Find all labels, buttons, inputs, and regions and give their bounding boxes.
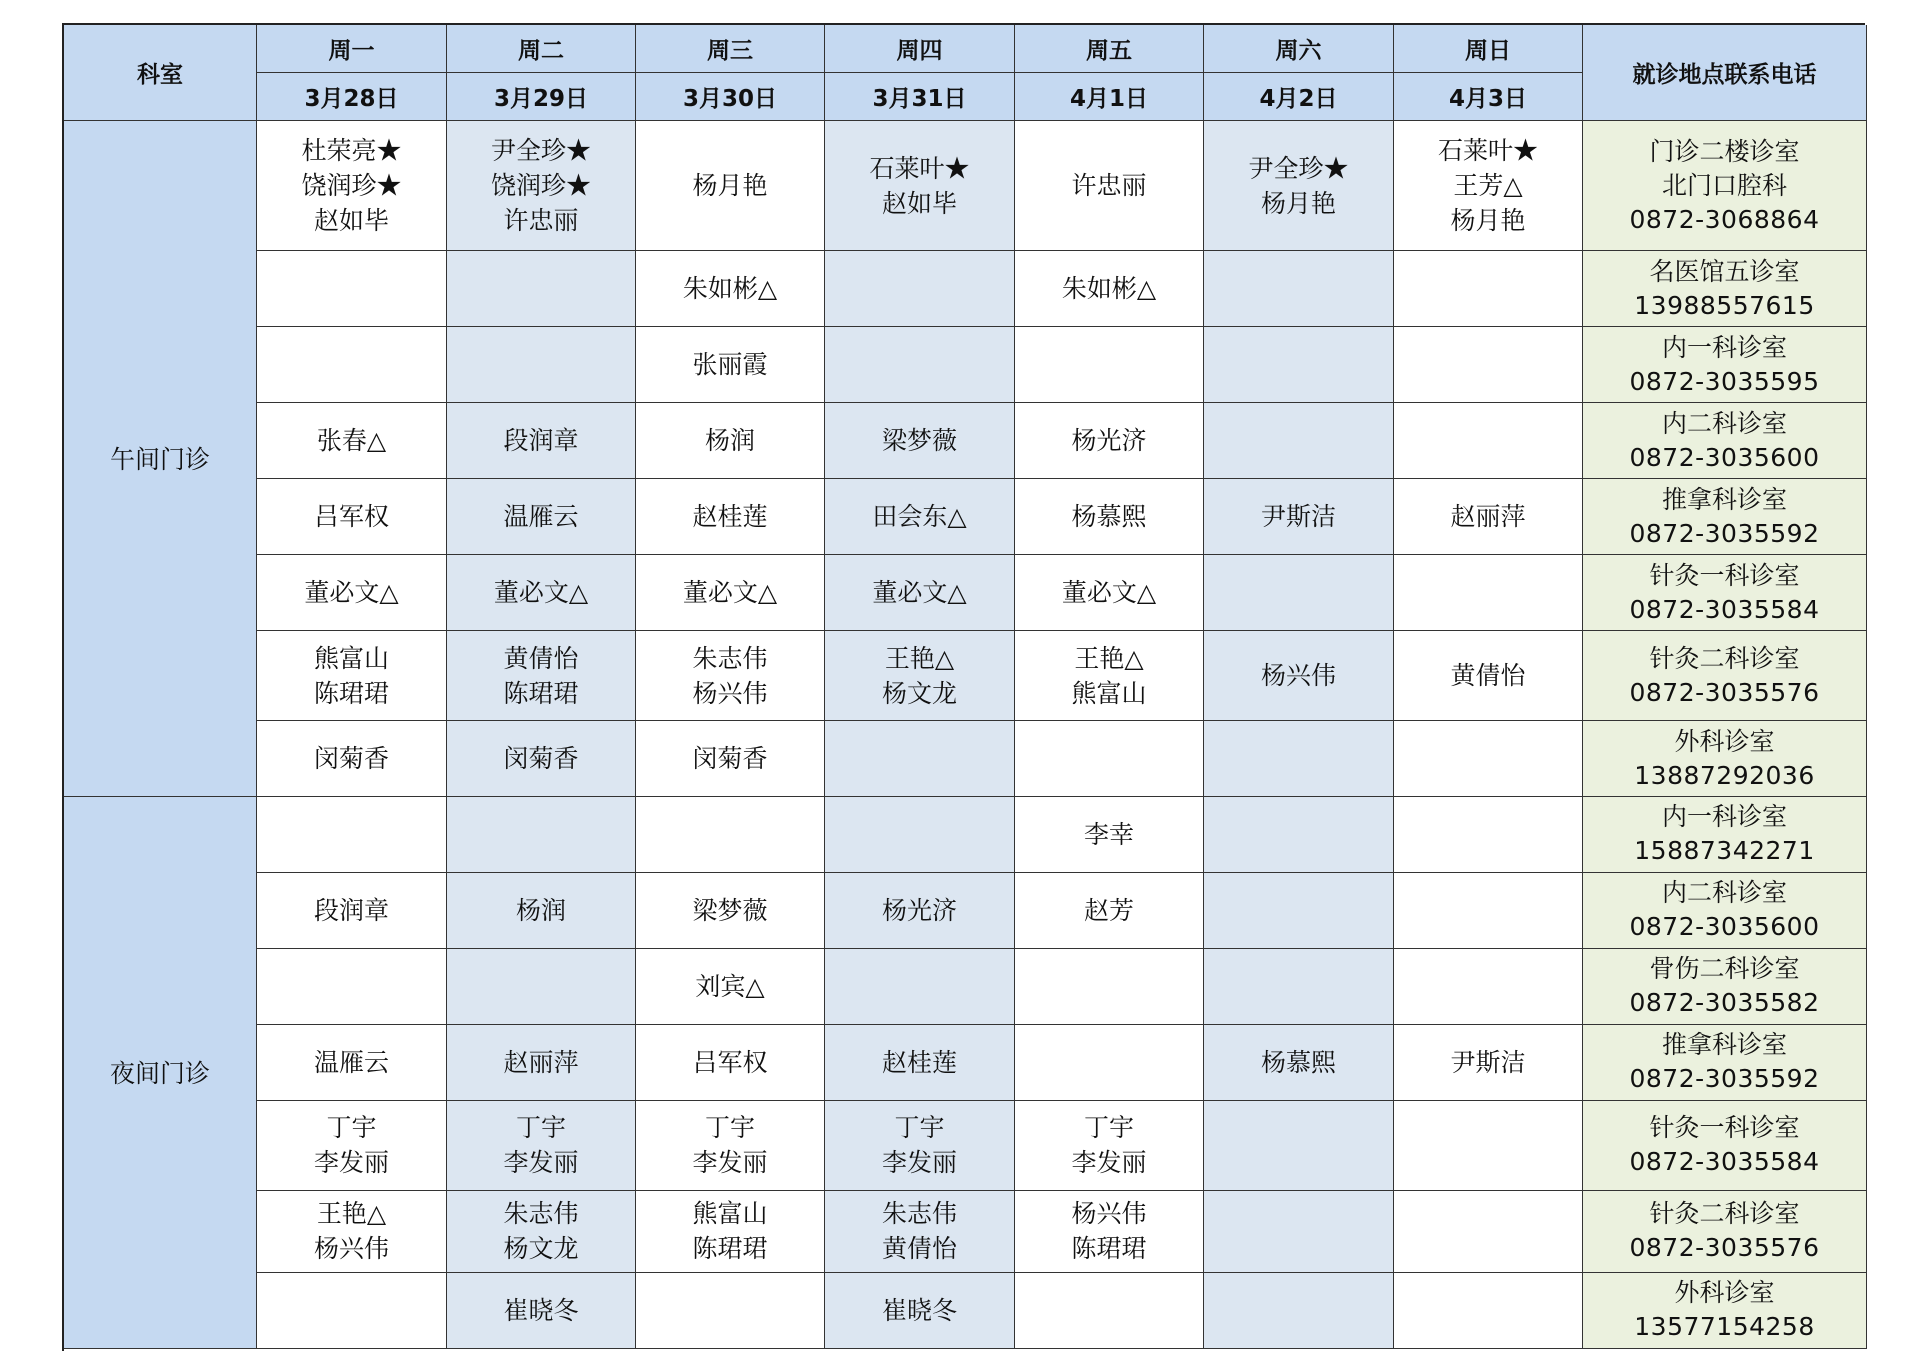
schedule-cell <box>257 479 447 555</box>
doctor-name: 张丽霞 <box>692 350 768 380</box>
doctor-name: 尹全珍★ <box>1248 153 1349 183</box>
doctor-name: 杨慕熙 <box>1071 502 1147 532</box>
schedule-cell <box>257 1101 447 1191</box>
schedule-cell <box>1015 1273 1204 1349</box>
schedule-cell <box>1015 1025 1204 1101</box>
schedule-cell <box>257 121 447 251</box>
schedule-cell <box>636 1025 825 1101</box>
schedule-cell <box>447 479 636 555</box>
schedule-cell <box>1204 251 1394 327</box>
location-line: 0872-3035576 <box>1629 1233 1820 1263</box>
schedule-cell <box>1015 797 1204 873</box>
location-line: 骨伤二科诊室 <box>1649 954 1800 984</box>
location-line: 0872-3035600 <box>1629 442 1820 472</box>
schedule-cell <box>1204 121 1394 251</box>
schedule-cell <box>825 121 1015 251</box>
location-line: 13988557615 <box>1634 290 1815 320</box>
doctor-name: 李发丽 <box>881 1148 957 1178</box>
location-line: 13577154258 <box>1634 1312 1815 1342</box>
header-day: 周五 <box>1015 25 1204 73</box>
doctor-name: 赵桂莲 <box>881 1047 957 1077</box>
schedule-cell <box>1015 1101 1204 1191</box>
header-location: 就诊地点联系电话 <box>1583 25 1867 121</box>
schedule-cell <box>636 403 825 479</box>
doctor-name: 杨兴伟 <box>1071 1199 1147 1229</box>
doctor-name: 王艳△ <box>316 1199 387 1229</box>
doctor-name: 闵菊香 <box>503 744 579 773</box>
doctor-name: 丁宇 <box>894 1113 945 1143</box>
schedule-cell <box>1015 873 1204 949</box>
location-line: 0872-3035584 <box>1629 594 1820 624</box>
schedule-cell <box>257 327 447 403</box>
schedule-cell <box>636 479 825 555</box>
schedule-cell <box>257 949 447 1025</box>
doctor-name: 赵如毕 <box>313 206 389 236</box>
location-line: 0872-3035592 <box>1629 518 1820 548</box>
schedule-cell <box>1204 403 1394 479</box>
schedule-cell <box>447 1191 636 1273</box>
schedule-cell <box>1015 479 1204 555</box>
schedule-cell <box>1394 1025 1583 1101</box>
location-cell <box>1583 1191 1867 1273</box>
doctor-name: 李发丽 <box>313 1148 389 1178</box>
schedule-cell <box>1394 631 1583 721</box>
location-line: 0872-3035600 <box>1629 912 1820 942</box>
schedule-cell <box>825 479 1015 555</box>
doctor-name: 尹斯洁 <box>1260 502 1336 532</box>
location-line: 0872-3035576 <box>1629 677 1820 707</box>
doctor-name: 段润章 <box>313 895 389 925</box>
header-date: 3月29日 <box>447 73 636 121</box>
doctor-name: 丁宇 <box>704 1113 755 1143</box>
doctor-name: 田会东△ <box>872 502 967 532</box>
location-line: 内二科诊室 <box>1661 878 1787 908</box>
schedule-cell <box>1015 631 1204 721</box>
header-day: 周日 <box>1394 25 1583 73</box>
doctor-name: 赵桂莲 <box>692 502 768 532</box>
schedule-cell <box>447 121 636 251</box>
doctor-name: 赵如毕 <box>881 188 957 218</box>
doctor-name: 杨兴伟 <box>692 678 768 708</box>
schedule-cell <box>1015 121 1204 251</box>
schedule-cell <box>825 403 1015 479</box>
schedule-cell <box>1394 327 1583 403</box>
doctor-name: 朱志伟 <box>881 1199 957 1229</box>
schedule-cell <box>636 555 825 631</box>
schedule-cell <box>1204 949 1394 1025</box>
schedule-cell <box>1015 555 1204 631</box>
location-line: 针灸一科诊室 <box>1649 1113 1800 1143</box>
doctor-name: 杜荣亮★ <box>301 136 402 166</box>
doctor-name: 吕军权 <box>313 502 389 532</box>
schedule-cell <box>257 873 447 949</box>
header-day: 周三 <box>636 25 825 73</box>
header-date: 3月28日 <box>257 73 447 121</box>
location-line: 内二科诊室 <box>1661 408 1787 438</box>
doctor-name: 陈珺珺 <box>503 678 579 708</box>
duty-schedule-table <box>62 23 1865 1351</box>
location-cell <box>1583 327 1867 403</box>
doctor-name: 许忠丽 <box>1071 171 1147 201</box>
header-date: 3月31日 <box>825 73 1015 121</box>
doctor-name: 董必文△ <box>1061 578 1157 608</box>
schedule-cell <box>1204 479 1394 555</box>
schedule-cell <box>257 797 447 873</box>
doctor-name: 杨兴伟 <box>313 1234 389 1264</box>
schedule-cell <box>447 1273 636 1349</box>
schedule-cell <box>1394 555 1583 631</box>
doctor-name: 尹全珍★ <box>490 136 591 166</box>
doctor-name: 熊富山 <box>1071 678 1147 708</box>
doctor-name: 石莱叶★ <box>869 153 970 183</box>
doctor-name: 李幸 <box>1083 819 1134 849</box>
schedule-cell <box>636 251 825 327</box>
header-date: 3月30日 <box>636 73 825 121</box>
doctor-name: 杨文龙 <box>881 678 957 708</box>
schedule-cell <box>1394 949 1583 1025</box>
doctor-name: 杨光济 <box>1071 426 1147 456</box>
location-line: 外科诊室 <box>1674 726 1775 756</box>
doctor-name: 杨月艳 <box>1260 188 1336 218</box>
location-line: 13887292036 <box>1634 760 1815 790</box>
schedule-cell <box>1394 121 1583 251</box>
location-cell <box>1583 797 1867 873</box>
location-cell <box>1583 1101 1867 1191</box>
schedule-cell <box>1015 403 1204 479</box>
doctor-name: 温雁云 <box>313 1047 389 1077</box>
location-line: 推拿科诊室 <box>1661 1030 1787 1060</box>
doctor-name: 梁梦薇 <box>692 895 768 925</box>
schedule-cell <box>1204 873 1394 949</box>
doctor-name: 李发丽 <box>692 1148 768 1178</box>
schedule-cell <box>636 327 825 403</box>
schedule-cell <box>1204 631 1394 721</box>
schedule-cell <box>1015 949 1204 1025</box>
doctor-name: 段润章 <box>503 426 579 456</box>
location-line: 0872-3035582 <box>1629 988 1820 1018</box>
schedule-cell <box>257 1273 447 1349</box>
doctor-name: 黄倩怡 <box>1450 661 1526 691</box>
header-date: 4月3日 <box>1394 73 1583 121</box>
doctor-name: 闵菊香 <box>692 744 768 773</box>
doctor-name: 崔晓冬 <box>503 1295 579 1325</box>
header-day: 周六 <box>1204 25 1394 73</box>
doctor-name: 陈珺珺 <box>313 678 389 708</box>
location-line: 0872-3035592 <box>1629 1064 1820 1094</box>
doctor-name: 温雁云 <box>503 502 579 532</box>
schedule-cell <box>1204 1025 1394 1101</box>
schedule-cell <box>1394 403 1583 479</box>
doctor-name: 李发丽 <box>503 1148 579 1178</box>
schedule-cell <box>825 721 1015 797</box>
location-line: 0872-3068864 <box>1629 204 1820 234</box>
doctor-name: 许忠丽 <box>503 206 579 236</box>
schedule-cell <box>447 797 636 873</box>
schedule-cell <box>257 631 447 721</box>
doctor-name: 熊富山 <box>313 643 389 673</box>
doctor-name: 丁宇 <box>326 1113 377 1143</box>
schedule-cell <box>636 1191 825 1273</box>
schedule-cell <box>447 873 636 949</box>
schedule-cell <box>257 403 447 479</box>
schedule-cell <box>636 797 825 873</box>
schedule-cell <box>447 631 636 721</box>
schedule-cell <box>257 721 447 797</box>
schedule-cell <box>1015 721 1204 797</box>
doctor-name: 陈珺珺 <box>1071 1234 1147 1264</box>
doctor-name: 朱如彬△ <box>1061 274 1157 304</box>
doctor-name: 吕军权 <box>692 1047 768 1077</box>
schedule-cell <box>1015 251 1204 327</box>
doctor-name: 杨文龙 <box>503 1234 579 1264</box>
schedule-cell <box>1394 721 1583 797</box>
location-line: 推拿科诊室 <box>1661 484 1787 514</box>
doctor-name: 朱志伟 <box>503 1199 579 1229</box>
doctor-name: 梁梦薇 <box>881 426 957 456</box>
doctor-name: 陈珺珺 <box>692 1234 768 1264</box>
doctor-name: 饶润珍★ <box>301 171 402 201</box>
doctor-name: 董必文△ <box>493 578 589 608</box>
schedule-cell <box>1394 1101 1583 1191</box>
schedule-cell <box>636 873 825 949</box>
schedule-cell <box>636 721 825 797</box>
location-line: 针灸二科诊室 <box>1649 643 1800 673</box>
schedule-cell <box>1204 797 1394 873</box>
location-cell <box>1583 403 1867 479</box>
schedule-cell <box>825 1101 1015 1191</box>
doctor-name: 崔晓冬 <box>881 1295 957 1325</box>
doctor-name: 赵芳 <box>1083 895 1134 925</box>
schedule-cell <box>825 1191 1015 1273</box>
location-line: 内一科诊室 <box>1661 802 1787 832</box>
doctor-name: 杨光济 <box>881 895 957 925</box>
schedule-cell <box>1394 873 1583 949</box>
schedule-cell <box>1015 1191 1204 1273</box>
schedule-cell <box>1015 327 1204 403</box>
schedule-cell <box>636 1101 825 1191</box>
doctor-name: 石莱叶★ <box>1437 136 1538 166</box>
header-day: 周二 <box>447 25 636 73</box>
schedule-cell <box>825 631 1015 721</box>
doctor-name: 丁宇 <box>1083 1113 1134 1143</box>
schedule-cell <box>1204 721 1394 797</box>
doctor-name: 饶润珍★ <box>490 171 591 201</box>
location-line: 0872-3035584 <box>1629 1147 1820 1177</box>
schedule-cell <box>447 1025 636 1101</box>
location-line: 内一科诊室 <box>1661 332 1787 362</box>
doctor-name: 李发丽 <box>1071 1148 1147 1178</box>
schedule-cell <box>636 1273 825 1349</box>
doctor-name: 杨慕熙 <box>1260 1047 1336 1077</box>
schedule-cell <box>825 555 1015 631</box>
doctor-name: 赵丽萍 <box>1450 502 1526 532</box>
schedule-cell <box>1204 327 1394 403</box>
location-cell <box>1583 555 1867 631</box>
schedule-cell <box>1394 1191 1583 1273</box>
schedule-cell <box>1204 1101 1394 1191</box>
doctor-name: 黄倩怡 <box>503 643 579 673</box>
doctor-name: 赵丽萍 <box>503 1047 579 1077</box>
doctor-name: 王艳△ <box>884 643 955 673</box>
schedule-cell <box>257 1191 447 1273</box>
doctor-name: 董必文△ <box>872 578 967 608</box>
schedule-cell <box>1204 1273 1394 1349</box>
doctor-name: 闵菊香 <box>313 744 389 773</box>
header-day: 周一 <box>257 25 447 73</box>
doctor-name: 刘宾△ <box>695 971 765 1001</box>
doctor-name: 丁宇 <box>515 1113 566 1143</box>
location-line: 门诊二楼诊室 <box>1649 136 1800 166</box>
doctor-name: 董必文△ <box>304 578 399 608</box>
location-line: 北门口腔科 <box>1661 170 1787 200</box>
schedule-cell <box>825 949 1015 1025</box>
header-date: 4月1日 <box>1015 73 1204 121</box>
schedule-cell <box>825 797 1015 873</box>
schedule-cell <box>447 1101 636 1191</box>
doctor-name: 杨兴伟 <box>1260 661 1336 691</box>
schedule-cell <box>825 1273 1015 1349</box>
doctor-name: 王芳△ <box>1453 171 1523 201</box>
schedule-cell <box>636 949 825 1025</box>
location-line: 名医馆五诊室 <box>1649 256 1800 286</box>
doctor-name: 张春△ <box>316 426 387 456</box>
header-date: 4月2日 <box>1204 73 1394 121</box>
location-cell <box>1583 873 1867 949</box>
schedule-cell <box>825 251 1015 327</box>
location-line: 针灸二科诊室 <box>1649 1199 1800 1229</box>
schedule-cell <box>447 555 636 631</box>
schedule-cell <box>825 327 1015 403</box>
schedule-cell <box>1394 251 1583 327</box>
schedule-cell <box>447 949 636 1025</box>
doctor-name: 朱如彬△ <box>682 274 778 304</box>
doctor-name: 董必文△ <box>682 578 778 608</box>
schedule-cell <box>636 121 825 251</box>
doctor-name: 杨月艳 <box>692 171 768 201</box>
location-cell <box>1583 1273 1867 1349</box>
schedule-cell <box>1394 1273 1583 1349</box>
schedule-cell <box>447 403 636 479</box>
location-line: 针灸一科诊室 <box>1649 560 1800 590</box>
header-day: 周四 <box>825 25 1015 73</box>
section-label: 午间门诊 <box>64 121 257 797</box>
schedule-cell <box>1394 797 1583 873</box>
doctor-name: 杨润 <box>704 426 755 456</box>
schedule-cell <box>636 631 825 721</box>
location-line: 0872-3035595 <box>1629 366 1820 396</box>
schedule-cell <box>447 251 636 327</box>
location-cell <box>1583 721 1867 797</box>
location-line: 外科诊室 <box>1674 1278 1775 1308</box>
doctor-name: 杨月艳 <box>1450 206 1526 236</box>
schedule-cell <box>257 1025 447 1101</box>
schedule-cell <box>825 1025 1015 1101</box>
schedule-cell <box>1204 555 1394 631</box>
doctor-name: 尹斯洁 <box>1450 1047 1526 1077</box>
schedule-cell <box>1204 1191 1394 1273</box>
location-cell <box>1583 949 1867 1025</box>
doctor-name: 熊富山 <box>692 1199 768 1229</box>
schedule-cell <box>257 555 447 631</box>
schedule-cell <box>447 327 636 403</box>
doctor-name: 朱志伟 <box>692 643 768 673</box>
schedule-cell <box>1394 479 1583 555</box>
doctor-name: 杨润 <box>515 895 566 925</box>
location-cell <box>1583 121 1867 251</box>
section-label: 夜间门诊 <box>64 797 257 1349</box>
schedule-cell <box>825 873 1015 949</box>
schedule-cell <box>257 251 447 327</box>
doctor-name: 王艳△ <box>1074 643 1144 673</box>
location-cell <box>1583 631 1867 721</box>
doctor-name: 黄倩怡 <box>881 1234 957 1264</box>
location-line: 15887342271 <box>1634 836 1815 866</box>
schedule-cell <box>447 721 636 797</box>
location-cell <box>1583 251 1867 327</box>
location-cell <box>1583 479 1867 555</box>
header-department: 科室 <box>64 25 257 121</box>
location-cell <box>1583 1025 1867 1101</box>
